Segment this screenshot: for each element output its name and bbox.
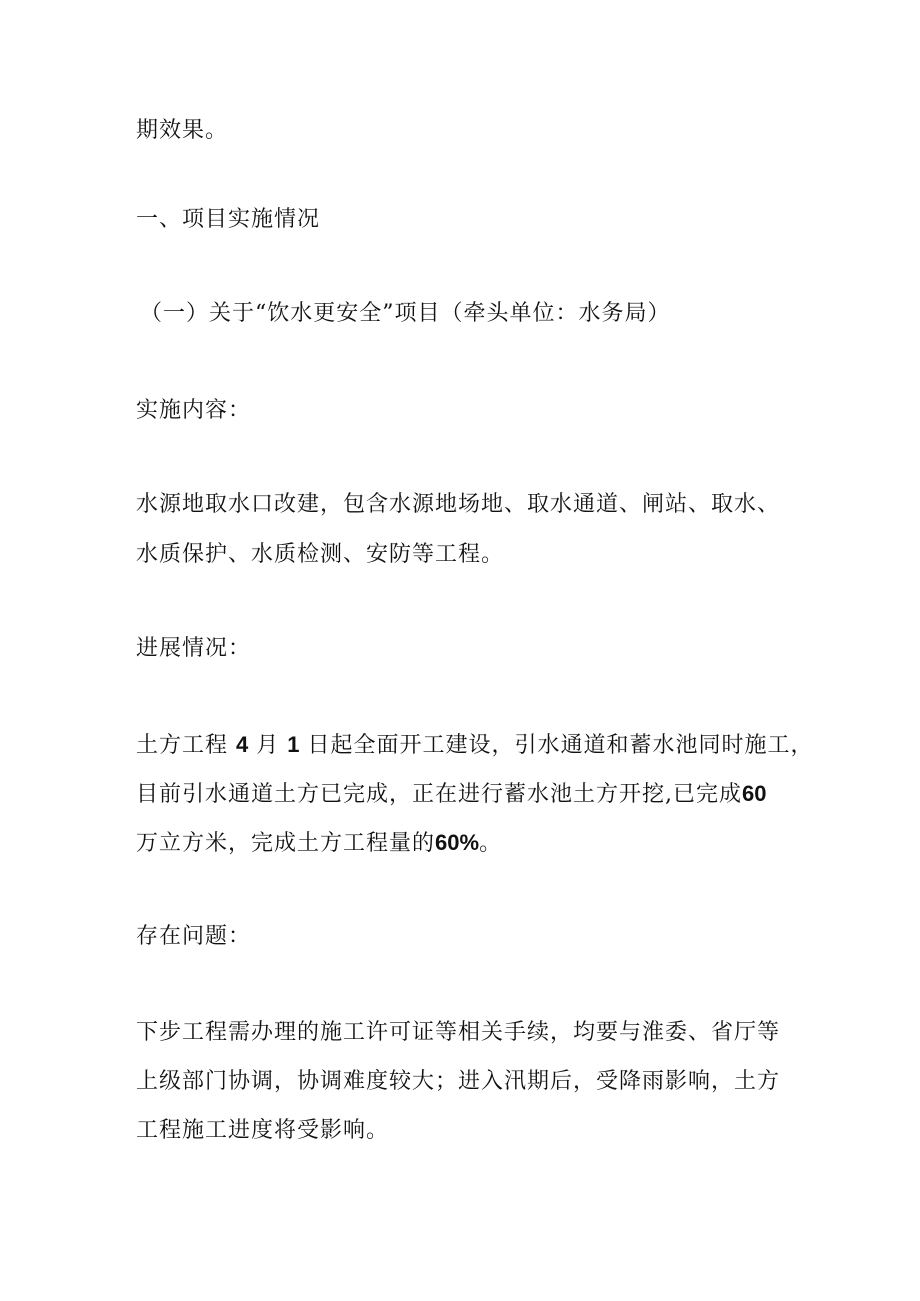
progress-text: 月 — [256, 733, 280, 758]
content-label: 实施内容： — [136, 398, 252, 423]
section-heading: 一、项目实施情况 — [136, 207, 321, 232]
content-line: 水源地取水口改建，包含水源地场地、取水通道、闸站、取水、 — [136, 492, 781, 517]
issues-line: 下步工程需办理的施工许可证等相关手续，均要与淮委、省厅等 — [136, 1020, 781, 1045]
intro-end-text: 期效果。 — [136, 118, 229, 143]
issues-label: 存在问题： — [136, 924, 252, 949]
progress-line-2 — [136, 777, 766, 812]
content-line: 水质保护、水质检测、安防等工程。 — [136, 542, 505, 567]
progress-text: 万立方米，完成土方工程量的 — [136, 831, 436, 856]
progress-text: 目前引水通道土方已完成，正在进行蓄水池土方开挖,已完成 — [136, 782, 742, 807]
progress-line-3 — [136, 826, 502, 861]
issues-line: 工程施工进度将受影响。 — [136, 1118, 390, 1143]
progress-percent: 60% — [435, 830, 480, 855]
progress-day: 1 — [287, 732, 300, 757]
progress-label: 进展情况： — [136, 636, 252, 661]
progress-text: 。 — [479, 831, 503, 856]
progress-volume: 60 — [742, 781, 767, 806]
progress-text: 日起全面开工建设，引水通道和蓄水池同时施工， — [307, 733, 814, 758]
progress-month: 4 — [236, 732, 249, 757]
subsection-heading: （一）关于“饮水更安全”项目（牵头单位：水务局） — [140, 301, 671, 326]
progress-text: 土方工程 — [136, 733, 229, 758]
progress-line-1 — [136, 728, 814, 763]
issues-line: 上级部门协调，协调难度较大；进入汛期后，受降雨影响，土方 — [136, 1069, 781, 1094]
